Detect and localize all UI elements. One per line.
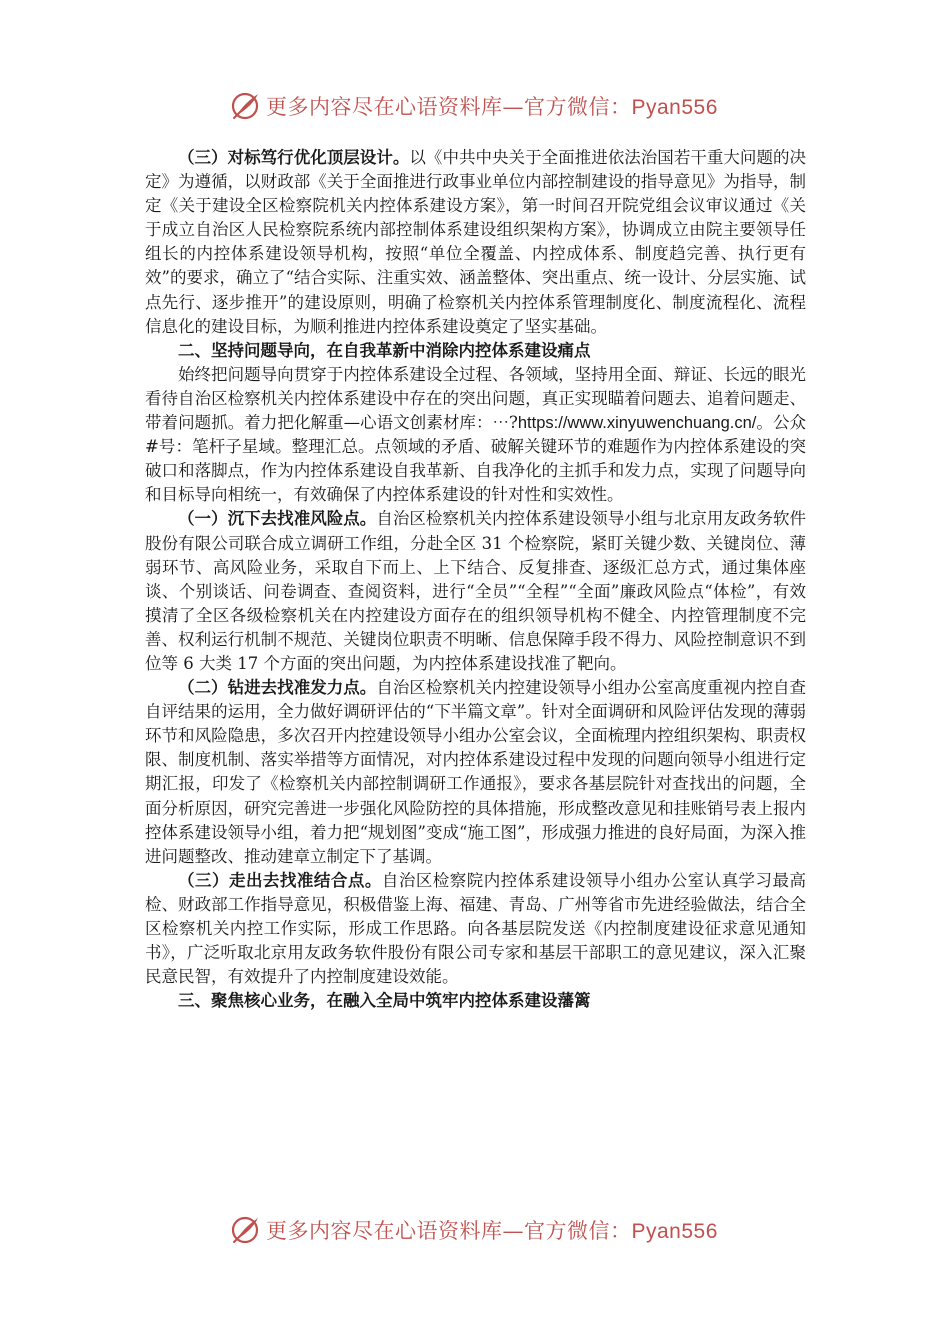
paragraph <box>145 146 806 339</box>
banner-cn-text: 更多内容尽在心语资料库—官方微信： <box>266 95 632 119</box>
banner-wechat-id: Pyan556 <box>631 96 718 119</box>
bottom-watermark-banner <box>228 1210 718 1250</box>
paragraph-text: 自治区检察机关内控建设领导小组办公室高度重视内控自查自评结果的运用，全力做好调研评估的“下半篇文章”。针对全面调研和风险评估发现的薄弱环节和风险隐患，多次召开内控建设领导小组办公室会议，全面梳理内控组织架构、职责权限、制度机制、落实举措等方面情况，对内控体系建设过程中发现的问题向领导小组进行定期汇报，印发了《检察机关内部控制调研工作通报》，要求各基层院针对查找出的问题，全面分析原因，研究完善进一步强化风险防控的具体措施，形成整改意见和挂账销号表上报内控体系建设领导小组，着力把“规划图”变成“施工图”，形成强力推进的良好局面，为深入推进问题整改、推动建章立制定下了基调。 <box>145 678 807 866</box>
paragraph-text: 始终把问题导向贯穿于内控体系建设全过程、各领域，坚持用全面、辩证、长远的眼光看待自治区检察机关内控体系建设中存在的突出问题，真正实现瞄着问题去、追着问题走、带着问题抓。着力把化解重—心语文创素材库：⋯? <box>145 364 806 433</box>
top-watermark-banner <box>228 86 718 126</box>
quill-logo-icon <box>228 1213 262 1247</box>
paragraph <box>145 507 806 676</box>
banner-text <box>266 91 718 121</box>
paragraph <box>145 676 806 869</box>
paragraph-lead: （三）对标笃行优化顶层设计。 <box>178 148 410 167</box>
paragraph-text: 以《中共中央关于全面推进依法治国若干重大问题的决定》为遵循，以财政部《关于全面推进行政事业单位内部控制建设的指导意见》为指导，制定《关于建设全区检察院机关内控体系建设方案》，第一时间召开院党组会议审议通过《关于成立自治区人民检察院系统内部控制体系建设组织架构方案》，协调成立由院主要领导任组长的内控体系建设领导机构，按照“单位全覆盖、内控成体系、制度趋完善、执行更有效”的要求，确立了“结合实际、注重实效、涵盖整体、突出重点、统一设计、分层实施、试点先行、逐步推开”的建设原则，明确了检察机关内控体系管理制度化、制度流程化、流程信息化的建设目标，为顺利推进内控体系建设奠定了坚实基础。 <box>145 148 807 336</box>
paragraph-text-continued: 。公众#号：笔杆子星域。整理汇总。点领域的矛盾、破解关键环节的难题作为内控体系建设的突破口和落脚点，作为内控体系建设自我革新、自我净化的主抓手和发力点，实现了问题导向和目标导向相统一，有效确保了内控体系建设的针对性和实效性。 <box>145 413 806 505</box>
banner-cn-text: 更多内容尽在心语资料库—官方微信： <box>266 1219 632 1243</box>
section-heading: 三、聚焦核心业务，在融入全局中筑牢内控体系建设藩篱 <box>178 991 591 1011</box>
paragraph-text: 自治区检察院内控体系建设领导小组办公室认真学习最高检、财政部工作指导意见，积极借鉴上海、福建、青岛、广州等省市先进经验做法，结合全区检察机关内控工作实际，形成工作思路。向各基层院发送《内控制度建设征求意见通知书》，广泛听取北京用友政务软件股份有限公司专家和基层干部职工的意见建议，深入汇聚民意民智，有效提升了内控制度建设效能。 <box>145 870 807 987</box>
paragraph-lead: （二）钻进去找准发力点。 <box>178 678 377 698</box>
paragraph <box>145 363 806 508</box>
banner-wechat-id: Pyan556 <box>631 1220 718 1243</box>
source-url: https://www.xinyuwenchuang.cn/ <box>517 414 757 433</box>
quill-logo-icon <box>228 89 262 123</box>
paragraph-lead: （三）走出去找准结合点。 <box>178 870 382 890</box>
paragraph <box>145 869 806 989</box>
document-body <box>145 146 806 1013</box>
section-heading: 二、坚持问题导向，在自我革新中消除内控体系建设痛点 <box>178 340 591 360</box>
paragraph-lead: （一）沉下去找准风险点。 <box>178 509 377 529</box>
paragraph-text: 自治区检察机关内控体系建设领导小组与北京用友政务软件股份有限公司联合成立调研工作组，分赴全区 31 个检察院，紧盯关键少数、关键岗位、薄弱环节、高风险业务，采取自下而上、上下结合、反复排查、逐级汇总方式，通过集体座谈、个别谈话、问卷调查、查阅资料，进行“全员”“全程”“全面”廉政风险点“体检”，有效摸清了全区各级检察机关在内控建设方面存在的组织领导机构不健全、内控管理制度不完善、权利运行机制不规范、关键岗位职责不明晰、信息保障手段不得力、风险控制意识不到位等 6 大类 17 个方面的突出问题，为内控体系建设找准了靶向。 <box>145 509 807 673</box>
banner-text <box>266 1215 718 1245</box>
